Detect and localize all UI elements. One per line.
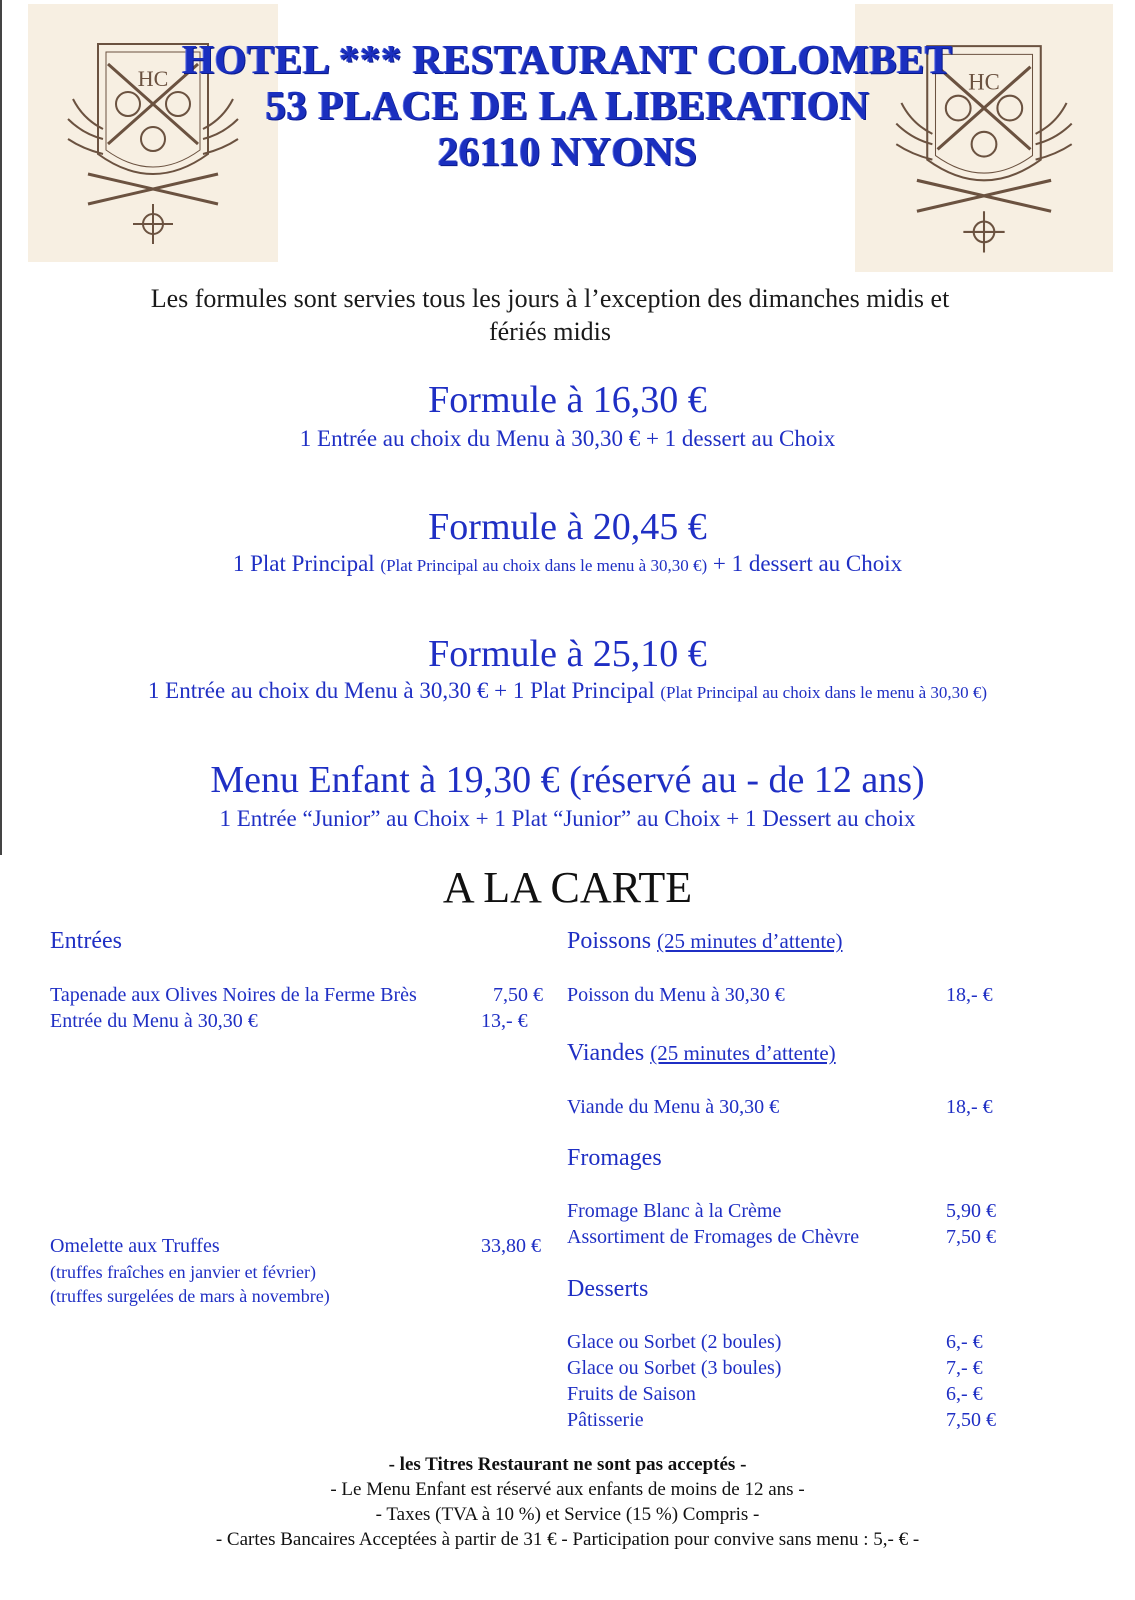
formule-3-title: Formule à 25,10 €	[428, 633, 707, 675]
omelette-note: (truffes surgelées de mars à novembre)	[50, 1286, 330, 1306]
poissons-heading-label: Poissons	[567, 928, 652, 954]
formule-3-desc-note: (Plat Principal au choix dans le menu à 30,30 €)	[660, 683, 988, 702]
dessert-item-name: Pâtisserie	[567, 1409, 644, 1431]
formule-2-desc-note: (Plat Principal au choix dans le menu à 30,30 €)	[380, 556, 708, 575]
entree-item-price: 7,50 €	[493, 984, 543, 1006]
poissons-heading	[567, 928, 843, 955]
formule-2-desc-tail: + 1 dessert au Choix	[712, 551, 903, 576]
intro-line-1: Les formules sont servies tous les jours à l’exception des dimanches midis et	[150, 284, 950, 313]
formule-2-title: Formule à 20,45 €	[428, 506, 707, 548]
intro-line-2: fériés midis	[488, 317, 612, 346]
a-la-carte-title: A LA CARTE	[442, 863, 693, 912]
entrees-heading: Entrées	[50, 928, 122, 954]
hotel-name: HOTEL *** RESTAURANT COLOMBET	[182, 36, 953, 82]
viande-item-price: 18,- €	[946, 1096, 993, 1118]
dessert-item-name: Fruits de Saison	[567, 1383, 696, 1405]
entree-item-name: Entrée du Menu à 30,30 €	[50, 1010, 258, 1032]
entree-item-price: 33,80 €	[481, 1235, 541, 1257]
menu-enfant-desc: 1 Entrée “Junior” au Choix + 1 Plat “Junior” au Choix + 1 Dessert au choix	[219, 806, 916, 831]
entree-item-price: 13,- €	[481, 1010, 528, 1032]
fromages-heading: Fromages	[567, 1145, 662, 1171]
footer-taxes-note: - Taxes (TVA à 10 %) et Service (15 %) Compris -	[375, 1504, 760, 1525]
formule-3-desc	[0, 678, 1135, 704]
entree-item-name: Omelette aux Truffes	[50, 1235, 220, 1257]
fromage-item-price: 7,50 €	[946, 1226, 996, 1248]
viandes-heading-label: Viandes	[567, 1040, 645, 1066]
dessert-item-name: Glace ou Sorbet (2 boules)	[567, 1331, 782, 1353]
omelette-note: (truffes fraîches en janvier et février)	[50, 1262, 317, 1282]
formule-2-desc	[0, 551, 1135, 577]
poisson-item-name: Poisson du Menu à 30,30 €	[567, 984, 785, 1006]
fromage-item-name: Assortiment de Fromages de Chèvre	[567, 1226, 860, 1248]
footer-cartes-note: - Cartes Bancaires Acceptées à partir de 31 € - Participation pour convive sans menu : 5,- € -	[215, 1529, 920, 1550]
desserts-heading: Desserts	[567, 1276, 649, 1302]
hotel-address: 53 PLACE DE LA LIBERATION	[265, 82, 870, 128]
footer-no-titres-restaurant: - les Titres Restaurant ne sont pas acceptés -	[388, 1454, 747, 1475]
viandes-wait-note: (25 minutes d’attente)	[650, 1041, 836, 1065]
formule-1-desc: 1 Entrée au choix du Menu à 30,30 € + 1 dessert au Choix	[299, 426, 836, 451]
dessert-item-price: 7,- €	[946, 1357, 983, 1379]
formule-1-title: Formule à 16,30 €	[428, 379, 707, 421]
menu-enfant-title: Menu Enfant à 19,30 € (réservé au - de 12 ans)	[210, 759, 925, 801]
viandes-heading	[567, 1040, 836, 1067]
poisson-item-price: 18,- €	[946, 984, 993, 1006]
dessert-item-price: 6,- €	[946, 1383, 983, 1405]
crest-monogram: HC	[968, 69, 1000, 95]
entree-item-name: Tapenade aux Olives Noires de la Ferme Brès	[50, 984, 417, 1006]
hotel-city: 26110 NYONS	[437, 128, 698, 174]
viande-item-name: Viande du Menu à 30,30 €	[567, 1096, 780, 1118]
dessert-item-price: 6,- €	[946, 1331, 983, 1353]
poissons-wait-note: (25 minutes d’attente)	[657, 929, 843, 953]
fromage-item-name: Fromage Blanc à la Crème	[567, 1200, 782, 1222]
fromage-item-price: 5,90 €	[946, 1200, 996, 1222]
dessert-item-price: 7,50 €	[946, 1409, 996, 1431]
formule-3-desc-main: 1 Entrée au choix du Menu à 30,30 € + 1 Plat Principal	[147, 678, 655, 703]
dessert-item-name: Glace ou Sorbet (3 boules)	[567, 1357, 782, 1379]
footer-menu-enfant-note: - Le Menu Enfant est réservé aux enfants de moins de 12 ans -	[330, 1479, 805, 1500]
crest-monogram: HC	[137, 66, 169, 91]
formule-2-desc-main: 1 Plat Principal	[232, 551, 375, 576]
